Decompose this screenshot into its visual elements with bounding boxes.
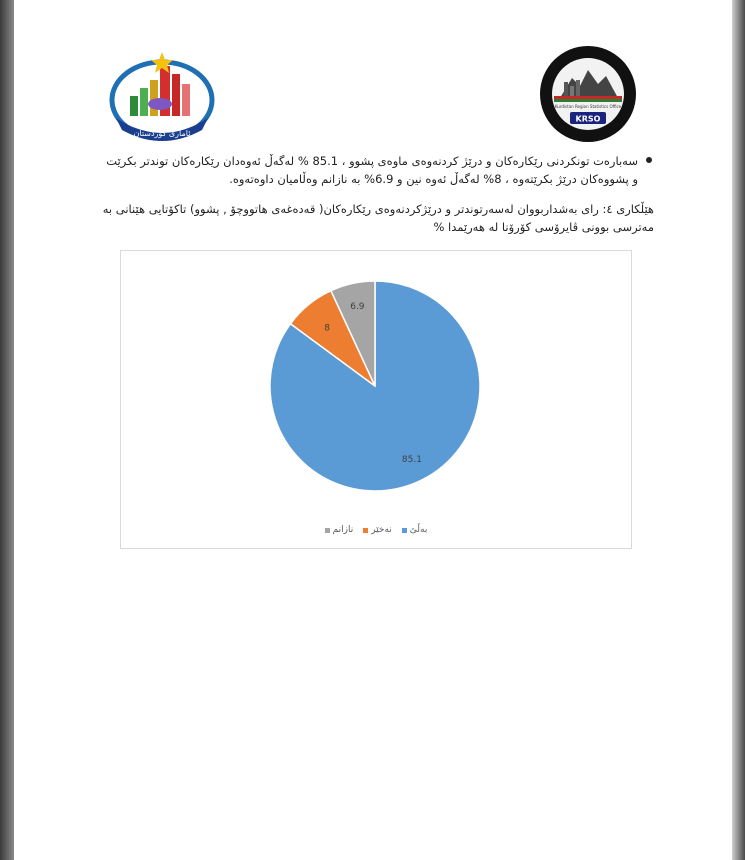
legend-swatch-icon: [402, 528, 407, 533]
legend-swatch-icon: [325, 528, 330, 533]
legend-label: نازانم: [332, 525, 354, 535]
figure-caption: هێڵکاری ٤: رای بەشداربووان لەسەرتوندتر و درێژکردنەوەی رێکارەکان( قەدەغەی هاتووچۆ , پشوو) تاکۆتایی هێنانی بە مەترسی بوونی ڤایرۆسی کۆرۆنا لە هەرێمدا %: [102, 202, 654, 234]
krso-logo: [530, 42, 646, 146]
legend-item-1: [402, 525, 428, 535]
statistics-logo: [102, 44, 222, 144]
bullet-icon: [646, 157, 652, 163]
page-shadow-left: [0, 0, 14, 860]
legend-swatch-icon: [363, 528, 368, 533]
pie-data-label-2: 8: [324, 323, 331, 334]
legend-label: بەڵێ: [409, 525, 428, 535]
krso-logo-text: KRSO: [575, 114, 601, 124]
document-page: [14, 0, 732, 860]
legend-item-2: [363, 525, 392, 535]
pie-chart-canvas: [121, 251, 631, 548]
bullet-paragraph: [98, 152, 638, 188]
krso-logo-subtitle: Kurdistan Region Statistics Office: [554, 104, 622, 109]
statistics-logo-text: ئاماری کوردستان: [133, 129, 191, 138]
legend-item-3: [325, 525, 354, 535]
pie-chart: [120, 250, 632, 549]
legend-label: نەخێر: [371, 525, 392, 535]
pie-data-label-1: 85.1: [401, 455, 422, 466]
bullet-text: سەبارەت تونکردنی رێکارەکان و درێژ کردنەوەی ماوەی پشوو ، 85.1 % لەگەڵ ئەوەدان رێکارەکان توندتر بکرێت و پشووەکان درێژ بکرێتەوە ، 8% لەگەڵ ئەوە نین و 6.9% بە نازانم وەڵامیان داوەتەوە.: [106, 154, 638, 186]
page-shadow-right: [732, 0, 745, 860]
pie-data-label-3: 6.9: [350, 302, 365, 313]
chart-legend: [121, 525, 631, 535]
